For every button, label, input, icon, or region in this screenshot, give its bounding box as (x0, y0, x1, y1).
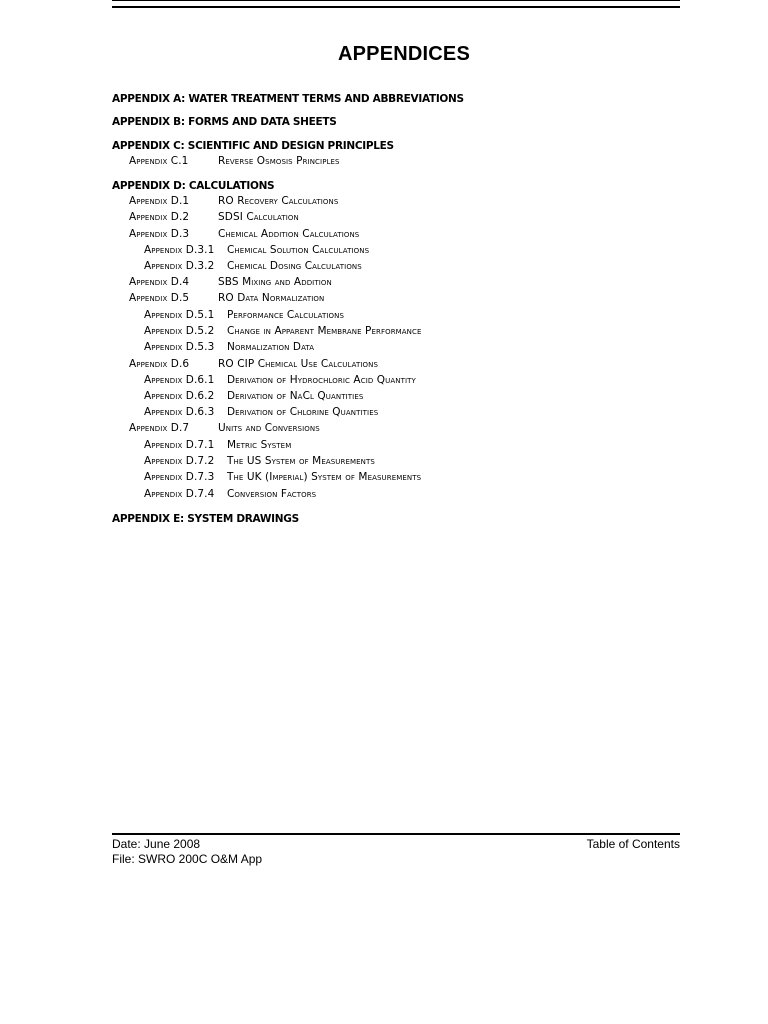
footer-section: Table of Contents (586, 837, 680, 851)
toc-entry-number: Appendix D.7.2 (144, 455, 215, 467)
toc-entry-c-1[interactable] (129, 155, 340, 167)
toc-entry-d-2[interactable] (129, 211, 299, 223)
toc-entry-number: Appendix D.1 (129, 195, 190, 207)
toc-entry-label: Chemical Addition Calculations (218, 228, 360, 240)
toc-entry-d-7-1[interactable] (144, 439, 291, 451)
toc-entry-d-6-3[interactable] (144, 406, 378, 418)
toc-entry-label: Derivation of Chlorine Quantities (227, 406, 379, 418)
toc-entry-label: Chemical Solution Calculations (227, 244, 370, 256)
toc-entry-d-7-3[interactable] (144, 471, 421, 483)
toc-entry-label: SDSI Calculation (218, 211, 299, 223)
toc-entry-number: Appendix D.3.1 (144, 244, 215, 256)
toc-entry-number: Appendix D.5.1 (144, 309, 215, 321)
toc-entry-d-3-2[interactable] (144, 260, 362, 272)
toc-heading-appendix-d[interactable]: APPENDIX D: CALCULATIONS (112, 180, 275, 192)
toc-entry-number: Appendix D.6.2 (144, 390, 215, 402)
toc-entry-label: RO Data Normalization (218, 292, 325, 304)
toc-entry-label: The US System of Measurements (227, 455, 375, 467)
toc-entry-number: Appendix D.3 (129, 228, 190, 240)
toc-entry-label: Performance Calculations (227, 309, 344, 321)
toc-entry-label: The UK (Imperial) System of Measurements (227, 471, 422, 483)
toc-entry-d-7-2[interactable] (144, 455, 375, 467)
toc-entry-label: Units and Conversions (218, 422, 320, 434)
page-title: APPENDICES (337, 43, 471, 65)
toc-entry-number: Appendix D.6.1 (144, 374, 215, 386)
toc-entry-label: Reverse Osmosis Principles (218, 155, 340, 167)
toc-entry-number: Appendix D.4 (129, 276, 190, 288)
toc-entry-number: Appendix D.7 (129, 422, 190, 434)
toc-entry-d-7[interactable] (129, 422, 320, 434)
toc-entry-d-7-4[interactable] (144, 488, 316, 500)
toc-entry-number: Appendix D.5.3 (144, 341, 215, 353)
toc-entry-d-3-1[interactable] (144, 244, 369, 256)
toc-entry-d-6[interactable] (129, 358, 378, 370)
toc-entry-number: Appendix D.3.2 (144, 260, 215, 272)
footer-rule (112, 833, 680, 835)
toc-entry-label: Chemical Dosing Calculations (227, 260, 362, 272)
toc-entry-label: Change in Apparent Membrane Performance (227, 325, 422, 337)
toc-entry-label: RO Recovery Calculations (218, 195, 339, 207)
toc-entry-number: Appendix D.5 (129, 292, 190, 304)
toc-entry-number: Appendix D.7.3 (144, 471, 215, 483)
toc-entry-number: Appendix D.7.1 (144, 439, 215, 451)
toc-entry-d-1[interactable] (129, 195, 338, 207)
toc-entry-number: Appendix D.2 (129, 211, 190, 223)
header-rule-top (112, 0, 680, 1)
toc-entry-d-5-2[interactable] (144, 325, 422, 337)
header-rule-bottom (112, 6, 680, 8)
toc-entry-label: Derivation of NaCl Quantities (227, 390, 364, 402)
toc-entry-d-6-2[interactable] (144, 390, 363, 402)
toc-entry-d-5[interactable] (129, 292, 324, 304)
toc-entry-label: Metric System (227, 439, 292, 451)
toc-entry-label: SBS Mixing and Addition (218, 276, 332, 288)
toc-entry-label: RO CIP Chemical Use Calculations (218, 358, 378, 370)
toc-entry-label: Normalization Data (227, 341, 315, 353)
footer-file: File: SWRO 200C O&M App (112, 852, 263, 866)
toc-entry-number: Appendix D.7.4 (144, 488, 215, 500)
toc-entry-label: Conversion Factors (227, 488, 317, 500)
toc-heading-appendix-e[interactable]: APPENDIX E: SYSTEM DRAWINGS (112, 513, 299, 525)
toc-entry-d-5-3[interactable] (144, 341, 314, 353)
toc-entry-d-6-1[interactable] (144, 374, 416, 386)
footer-date: Date: June 2008 (112, 837, 201, 851)
toc-entry-d-3[interactable] (129, 228, 359, 240)
toc-entry-label: Derivation of Hydrochloric Acid Quantity (227, 374, 416, 386)
toc-entry-number: Appendix C.1 (129, 155, 189, 167)
toc-heading-appendix-c[interactable]: APPENDIX C: SCIENTIFIC AND DESIGN PRINCIPLES (112, 140, 394, 152)
toc-entry-d-5-1[interactable] (144, 309, 344, 321)
toc-heading-appendix-b[interactable]: APPENDIX B: FORMS AND DATA SHEETS (112, 116, 337, 128)
toc-heading-appendix-a[interactable]: APPENDIX A: WATER TREATMENT TERMS AND ABBREVIATIONS (112, 93, 464, 105)
toc-entry-number: Appendix D.6.3 (144, 406, 215, 418)
toc-entry-d-4[interactable] (129, 276, 332, 288)
toc-entry-number: Appendix D.6 (129, 358, 190, 370)
toc-entry-number: Appendix D.5.2 (144, 325, 215, 337)
